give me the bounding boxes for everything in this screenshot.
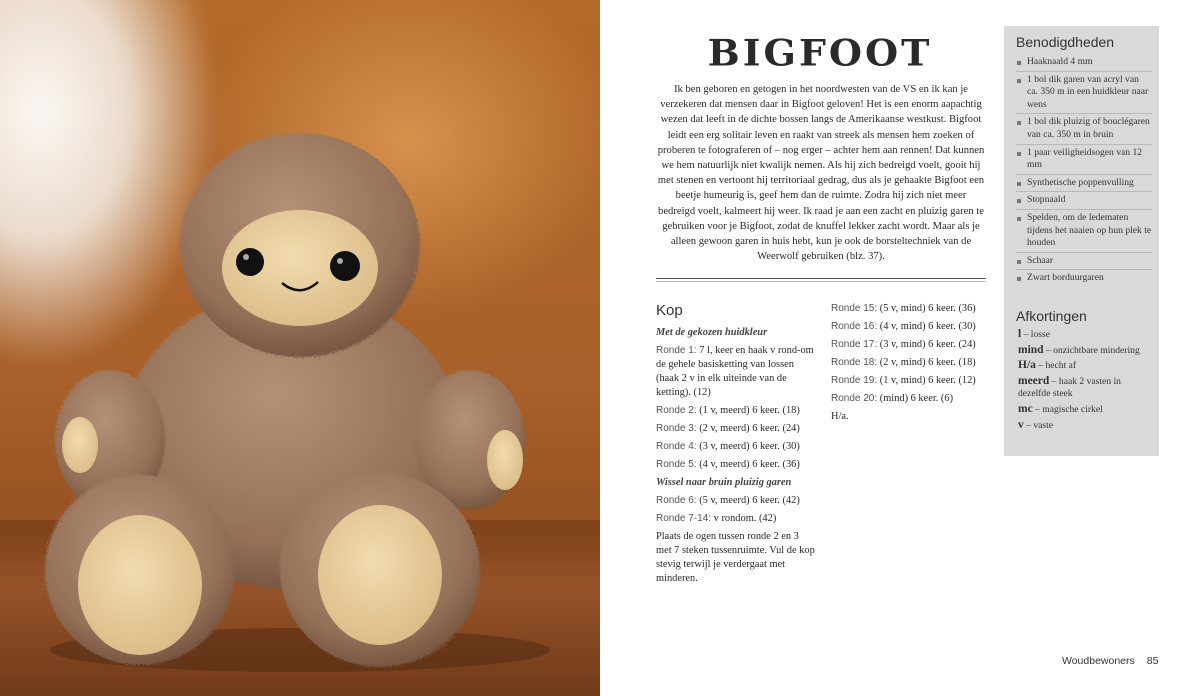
pattern-step: Ronde 2: (1 v, meerd) 6 keer. (18) — [656, 405, 800, 416]
supply-item: Schaar — [1016, 252, 1152, 270]
page-title: BIGFOOT — [707, 31, 933, 74]
abbreviations-list — [1018, 328, 1154, 434]
pattern-step: Ronde 16: (4 v, mind) 6 keer. (30) — [831, 321, 976, 332]
abbreviation-item: meerd – haak 2 vasten in dezelfde steek — [1018, 374, 1121, 400]
pattern-step: Ronde 4: (3 v, meerd) 6 keer. (30) — [656, 441, 800, 452]
pattern-step: Ronde 6: (5 v, meerd) 6 keer. (42) — [656, 495, 800, 506]
pattern-step: Ronde 7-14: v rondom. (42) — [656, 513, 777, 524]
supplies-list — [1016, 54, 1152, 287]
intro-paragraph: Ik ben geboren en getogen in het noordwesten van de VS en ik kan je verzekeren dat mensen daar in Bigfoot geloven! Het is een enorm aapachtig wezen dat leeft in de dichte bossen langs de Amerikaanse westkust. Bigfoot leidt een erg solitair leven en raakt van streek als mensen hem zoeken of proberen te fotograferen of – nog erger – achter hem aan rennen! Dat kunnen we hem natuurlijk niet kwalijk nemen. Als hij zich bedreigd voelt, gooit hij met stenen en vertoont hij territoriaal gedrag, dus als je gehaakte Bigfoot een beetje humeurig is, geef hem dan de ruimte. Zodra hij zich niet meer bedreigd voelt, kalmeert hij weer. Ik raad je aan een zacht en pluizig garen te gebruiken voor je Bigfoot, zodat de knuffel lekker zacht wordt. Maar als je alleen gewoon garen in huis hebt, kun je ook de borsteltechniek van de Weerwolf gebruiken (blz. 37). — [657, 84, 985, 263]
pattern-step: Ronde 18: (2 v, mind) 6 keer. (18) — [831, 357, 976, 368]
supply-item: Stopnaald — [1016, 191, 1152, 209]
pattern-step: Ronde 20: (mind) 6 keer. (6) — [831, 393, 954, 404]
kop-heading: Kop — [656, 302, 683, 319]
supply-item: Haaknaald 4 mm — [1016, 54, 1152, 71]
pattern-step: Ronde 5: (4 v, meerd) 6 keer. (36) — [656, 459, 800, 470]
pattern-end: H/a. — [831, 411, 849, 422]
pattern-column-1 — [656, 326, 816, 590]
abbreviation-item: H/a – hecht af — [1018, 359, 1077, 372]
supply-item: 1 bol dik garen van acryl van ca. 350 m in een huidkleur naar wens — [1016, 71, 1152, 114]
pattern-step: Ronde 1: 7 l, keer en haak v rond-om de gehele basisketting van lossen (haak 2 v in elk uiteinde van de ketting). (12) — [656, 345, 814, 398]
pattern-step: Ronde 17: (3 v, mind) 6 keer. (24) — [831, 339, 976, 350]
abbreviation-item: mind – onzichtbare mindering — [1018, 343, 1140, 356]
page-number: 85 — [1146, 655, 1159, 667]
section-divider — [656, 278, 986, 279]
abbreviation-item: mc – magische cirkel — [1018, 402, 1103, 415]
pattern-step: Ronde 3: (2 v, meerd) 6 keer. (24) — [656, 423, 800, 434]
section-divider-thin — [656, 281, 986, 282]
pattern-note: Plaats de ogen tussen ronde 2 en 3 met 7 steken tussenruimte. Vul de kop stevig terwijl je verdergaat met minderen. — [656, 531, 815, 584]
supply-item: 1 bol dik pluizig of bouclégaren van ca. 350 m in bruin — [1016, 113, 1152, 143]
abbreviation-item: v – vaste — [1018, 418, 1054, 431]
supply-item: Spelden, om de ledematen tijdens het naaien op hun plek te houden — [1016, 209, 1152, 252]
pattern-step: Ronde 19: (1 v, mind) 6 keer. (12) — [831, 375, 976, 386]
supply-item: 1 paar veiligheidsogen van 12 mm — [1016, 144, 1152, 174]
pattern-column-2 — [831, 302, 991, 428]
supply-item: Synthetische poppenvulling — [1016, 174, 1152, 192]
abbreviation-item: l – losse — [1018, 328, 1050, 340]
yarn-instruction-skin: Met de gekozen huidkleur — [656, 327, 768, 338]
yarn-instruction-brown: Wissel naar bruin pluizig garen — [656, 477, 792, 488]
supply-item: Zwart borduurgaren — [1016, 269, 1152, 287]
section-name: Woudbewoners — [1062, 655, 1135, 667]
supplies-heading: Benodigdheden — [1016, 34, 1115, 50]
page-footer — [1062, 655, 1158, 667]
pattern-step: Ronde 15: (5 v, mind) 6 keer. (36) — [831, 303, 976, 314]
abbreviations-heading: Afkortingen — [1016, 308, 1087, 324]
